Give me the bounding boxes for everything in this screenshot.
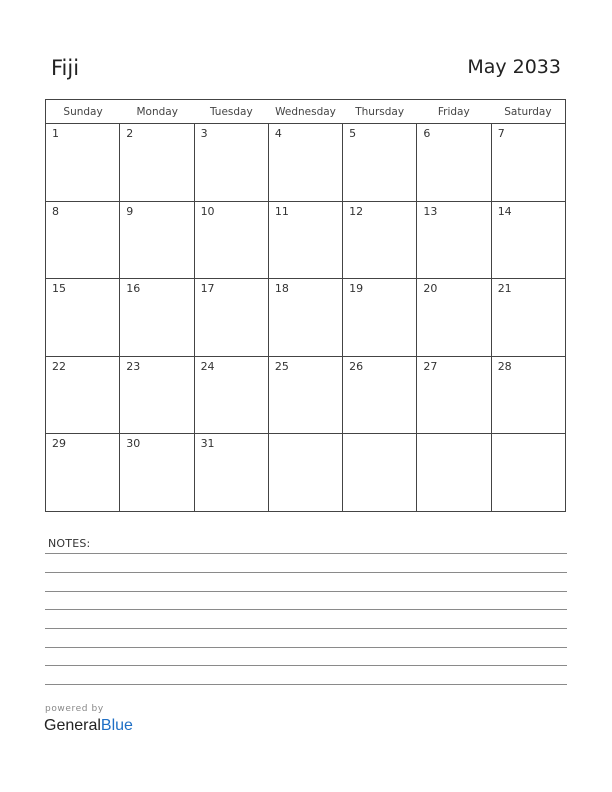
week-row xyxy=(46,124,565,202)
month-year-title: May 2033 xyxy=(467,56,561,78)
week-row xyxy=(46,357,565,435)
brand-blue: Blue xyxy=(100,717,133,734)
brand-general: General xyxy=(44,717,101,734)
powered-by-text: powered by xyxy=(45,704,104,714)
day-cell: 31 xyxy=(195,434,269,511)
day-cell: 4 xyxy=(269,124,343,201)
day-cell: 10 xyxy=(195,202,269,279)
day-cell: 27 xyxy=(417,357,491,434)
day-cell: 9 xyxy=(120,202,194,279)
weekday-wednesday: Wednesday xyxy=(275,106,336,118)
weekday-monday: Monday xyxy=(136,106,178,118)
day-cell: 23 xyxy=(120,357,194,434)
weeks-container xyxy=(46,124,565,511)
day-cell: 13 xyxy=(417,202,491,279)
day-cell: 18 xyxy=(269,279,343,356)
weekday-header-row xyxy=(46,100,565,124)
weekday-friday: Friday xyxy=(437,106,470,118)
day-cell xyxy=(269,434,343,511)
country-title: Fiji xyxy=(51,56,80,80)
day-cell: 12 xyxy=(343,202,417,279)
day-cell: 5 xyxy=(343,124,417,201)
day-cell: 8 xyxy=(46,202,120,279)
day-cell: 1 xyxy=(46,124,120,201)
calendar-grid xyxy=(45,99,566,512)
day-cell: 3 xyxy=(195,124,269,201)
day-cell: 19 xyxy=(343,279,417,356)
day-cell: 15 xyxy=(46,279,120,356)
day-cell: 7 xyxy=(497,127,505,140)
day-cell: 14 xyxy=(497,204,512,218)
generalblue-logo xyxy=(44,717,133,735)
day-cell: 21 xyxy=(497,282,512,296)
notes-line xyxy=(45,572,567,573)
notes-line xyxy=(45,591,567,592)
notes-line xyxy=(45,684,567,685)
day-cell: 24 xyxy=(195,357,269,434)
day-cell: 29 xyxy=(46,434,120,511)
day-cell xyxy=(492,434,565,511)
notes-line xyxy=(45,609,567,610)
week-row xyxy=(46,279,565,357)
day-cell: 30 xyxy=(120,434,194,511)
day-cell: 25 xyxy=(269,357,343,434)
day-cell: 16 xyxy=(120,279,194,356)
day-cell: 2 xyxy=(120,124,194,201)
week-row xyxy=(46,202,565,280)
weekday-tuesday: Tuesday xyxy=(209,106,253,118)
day-cell: 11 xyxy=(269,202,343,279)
day-cell: 28 xyxy=(497,359,512,373)
day-cell: 17 xyxy=(195,279,269,356)
day-cell xyxy=(343,434,417,511)
notes-line xyxy=(45,553,567,554)
day-cell: 6 xyxy=(417,124,491,201)
week-row xyxy=(46,434,565,511)
notes-label: NOTES: xyxy=(48,537,91,550)
notes-line xyxy=(45,647,567,648)
day-cell: 22 xyxy=(46,357,120,434)
day-cell xyxy=(417,434,491,511)
weekday-saturday: Saturday xyxy=(504,106,552,118)
day-cell: 20 xyxy=(417,279,491,356)
day-cell: 26 xyxy=(343,357,417,434)
notes-line xyxy=(45,628,567,629)
weekday-thursday: Thursday xyxy=(355,106,405,118)
notes-line xyxy=(45,665,567,666)
weekday-sunday: Sunday xyxy=(63,106,103,118)
